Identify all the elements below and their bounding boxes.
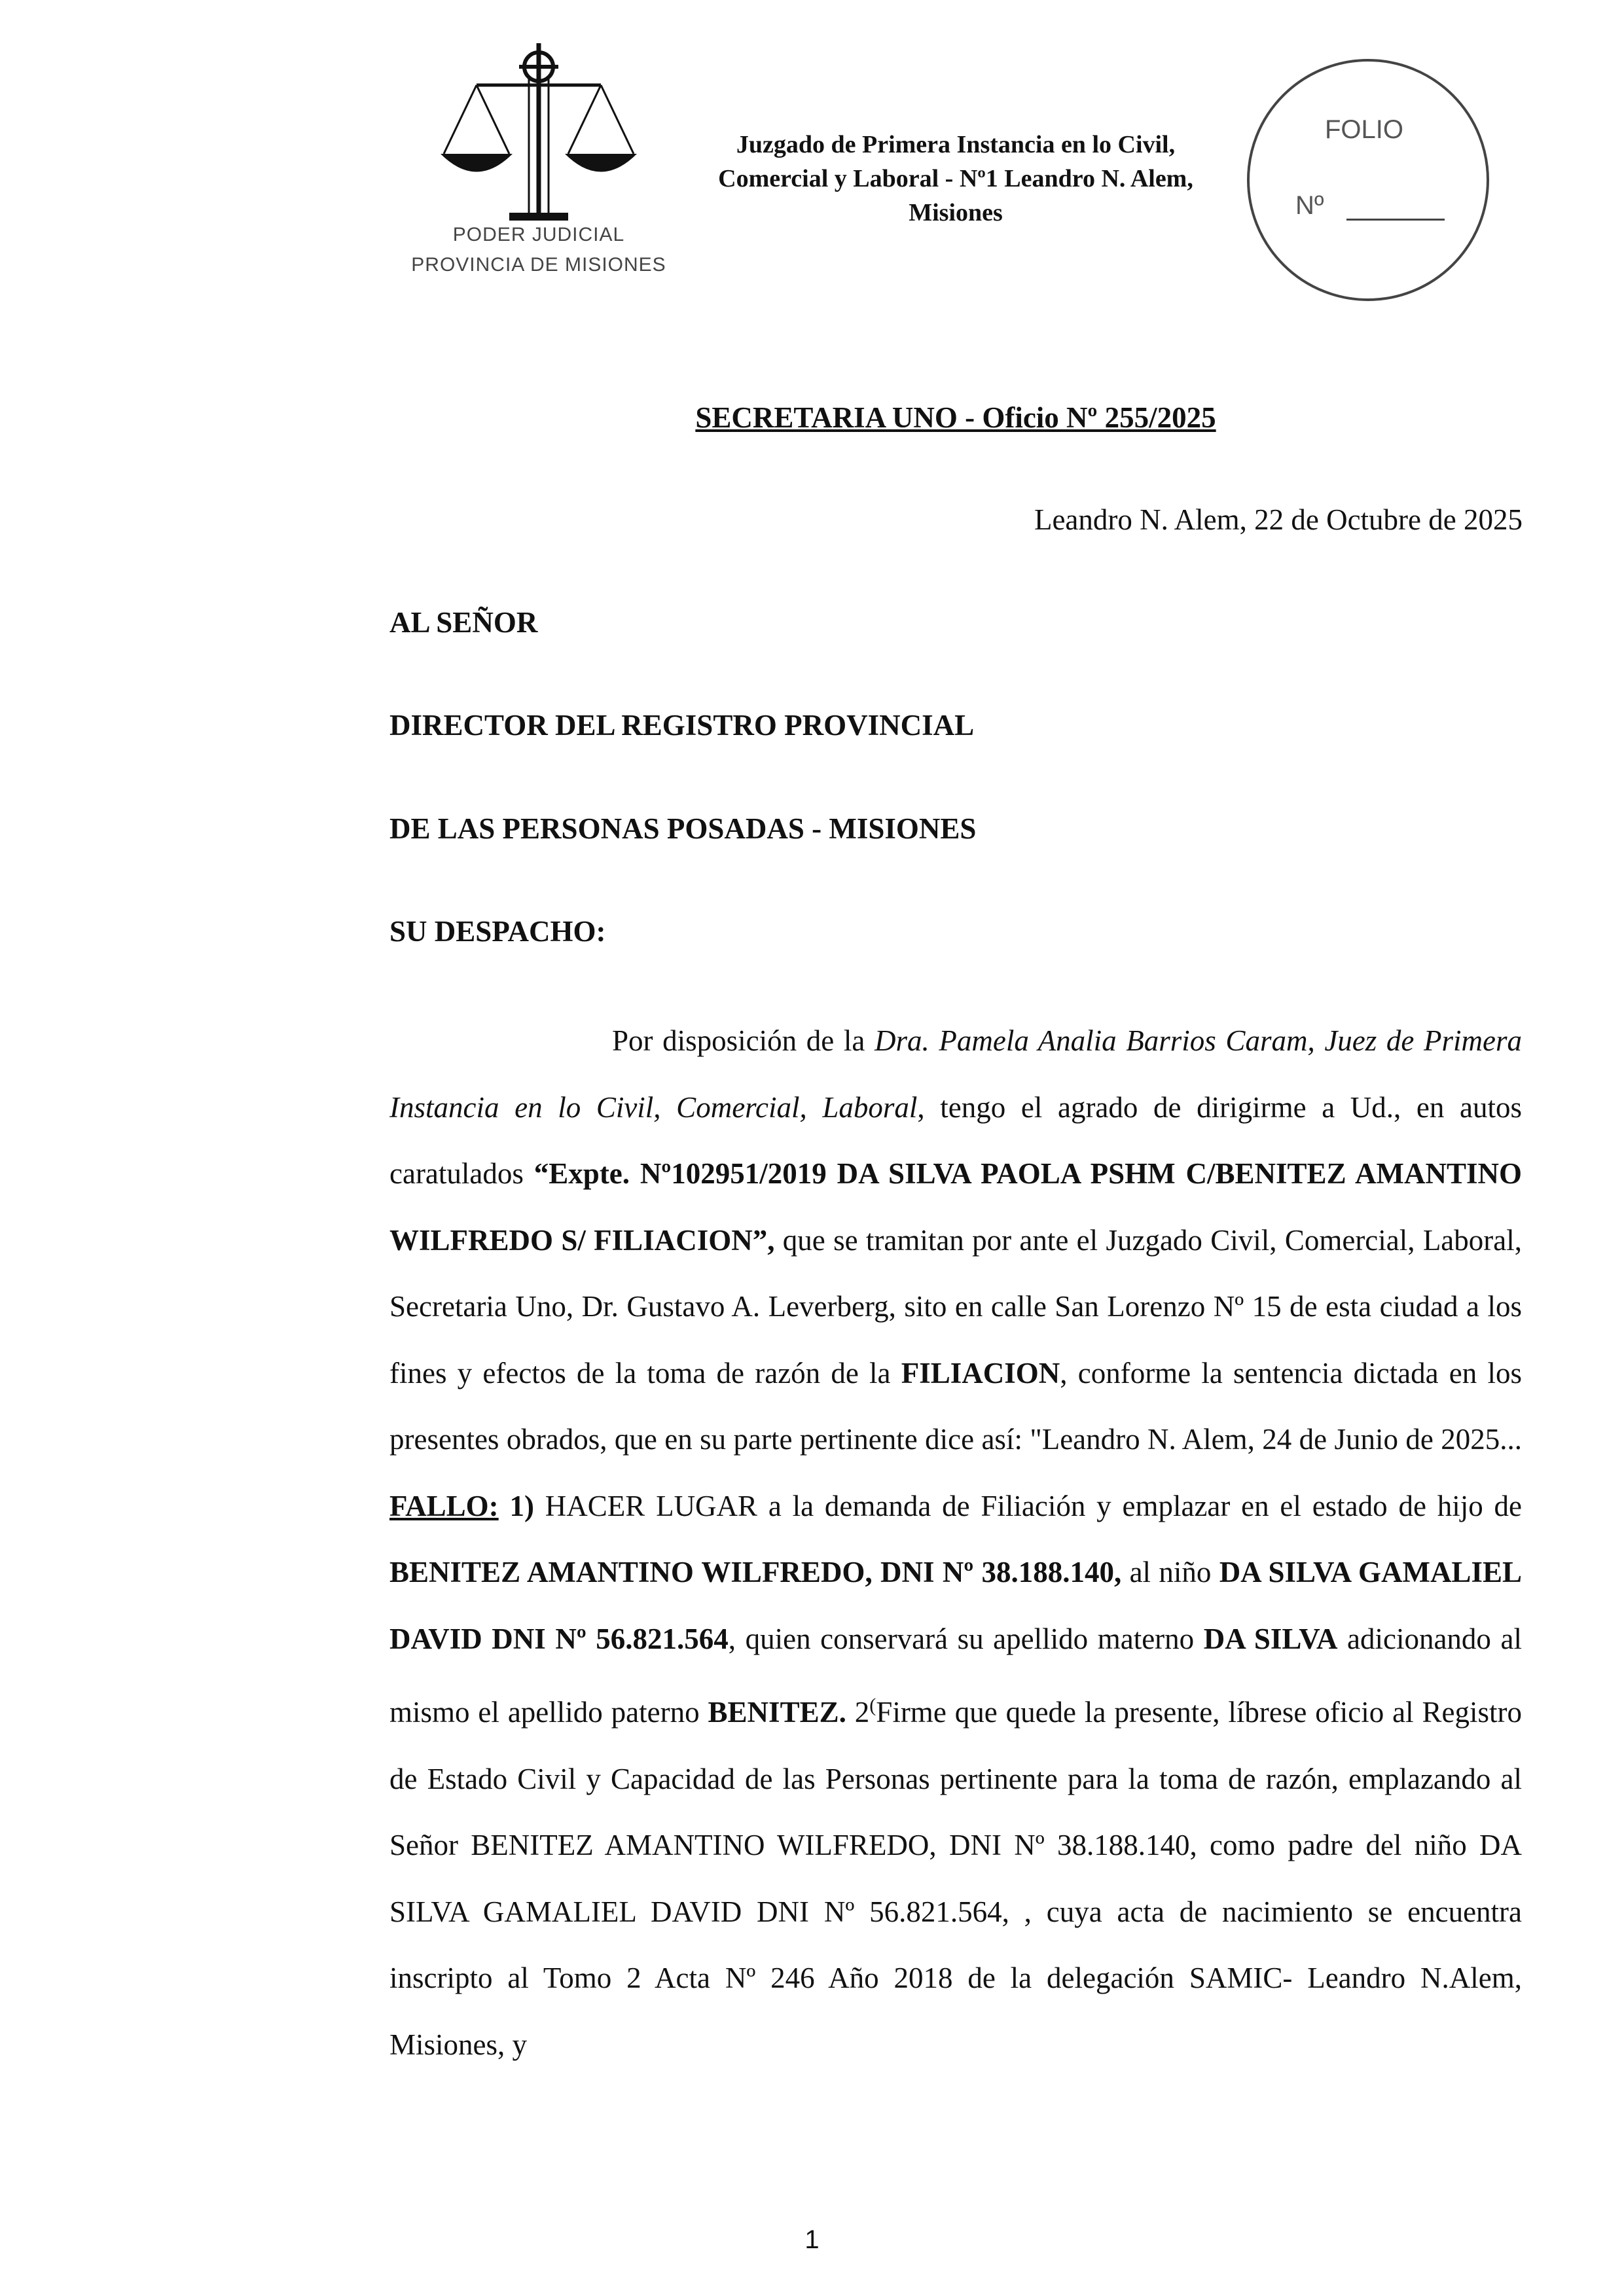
date-line: Leandro N. Alem, 22 de Octubre de 2025 [1034, 503, 1523, 536]
scales-of-justice-icon [431, 39, 647, 223]
addressee-line3: DE LAS PERSONAS POSADAS - MISIONES [389, 812, 977, 845]
fallo-label: FALLO: [389, 1489, 499, 1522]
body-span-20: Firme que quede la presente, líbrese oficio al Registro de Estado Civil y Capacidad de las Personas pertinente para la toma de razón, emplazando al Señor BENITEZ AMANTINO WILFREDO, DNI Nº 38.188.140, como padre del niño DA SILVA GAMALIEL DAVID DNI Nº 56.821.564, , cuya acta de nacimiento se encuentra inscripto al Tomo 2 Acta Nº 246 Año 2018 de la delegación SAMIC- Leandro N.Alem, Misiones, y [389, 1696, 1523, 2061]
logo-text-line2: PROVINCIA DE MISIONES [411, 254, 666, 276]
child-name: DA SILVA GAMALIEL DAVID DNI Nº 56.821.564 [389, 1556, 1522, 1655]
body-span-3: , tengo el agrado de dirigirme a Ud., en autos caratulados [389, 1090, 1522, 1190]
paternal-surname: BENITEZ. [708, 1696, 846, 1729]
addressee-line2: DIRECTOR DEL REGISTRO PROVINCIAL [389, 709, 975, 742]
filiacion-term: FILIACION [901, 1356, 1060, 1390]
body-span-14: , quien conservará su apellido materno [728, 1622, 1204, 1655]
judicial-logo [398, 39, 679, 288]
addressee-line4: SU DESPACHO: [389, 915, 606, 948]
folio-label: FOLIO [1325, 115, 1404, 144]
item-number-1: 1) [498, 1489, 534, 1522]
body-span-10: HACER LUGAR a la demanda de Filiación y emplazar en el estado de hijo de [533, 1489, 1522, 1522]
father-name: BENITEZ AMANTINO WILFREDO, DNI Nº 38.188.140, [389, 1556, 1122, 1588]
body-paragraph [389, 1008, 1522, 2078]
folio-number-label: Nº [1295, 191, 1324, 220]
judge-name: Dra. Pamela Analia Barrios Caram, Juez de Primera Instancia en lo Civil, Comercial, Laboral [389, 1024, 1522, 1124]
body-span-1: Por disposición de la [612, 1024, 875, 1057]
body-span-7: , conforme la sentencia dictada en los presentes obrados, que en su parte pertinente dice así: "Leandro N. Alem, 24 de Junio de 2025... [389, 1356, 1522, 1456]
body-span-5: que se tramitan por ante el Juzgado Civil, Comercial, Laboral, Secretaria Uno, Dr. Gustavo A. Leverberg, sito en calle San Lorenzo Nº 15 de esta ciudad a los fines y efectos de la toma de razón de la [389, 1223, 1522, 1390]
maternal-surname: DA SILVA [1203, 1622, 1338, 1655]
case-caption: “Expte. Nº102951/2019 DA SILVA PAOLA PSHM C/BENITEZ AMANTINO WILFREDO S/ FILIACION”, [389, 1157, 1522, 1257]
item-number-2: 2 [846, 1696, 870, 1729]
body-span-12: al niño [1121, 1556, 1219, 1588]
paren-superscript: ( [869, 1695, 876, 1716]
office-title: SECRETARIA UNO - Oficio Nº 255/2025 [695, 401, 1216, 434]
folio-number-blank [1346, 219, 1445, 221]
court-name-line2: Comercial y Laboral - Nº1 Leandro N. Alem, [718, 165, 1193, 192]
body-span-16: adicionando al mismo el apellido paterno [389, 1622, 1522, 1729]
page-number: 1 [804, 2225, 820, 2254]
logo-text-line1: PODER JUDICIAL [452, 224, 625, 245]
folio-stamp [1247, 59, 1489, 301]
court-name-line1: Juzgado de Primera Instancia en lo Civil, [736, 131, 1176, 158]
court-name [681, 128, 1231, 230]
court-name-line3: Misiones [909, 199, 1003, 226]
addressee-line1: AL SEÑOR [389, 606, 538, 639]
